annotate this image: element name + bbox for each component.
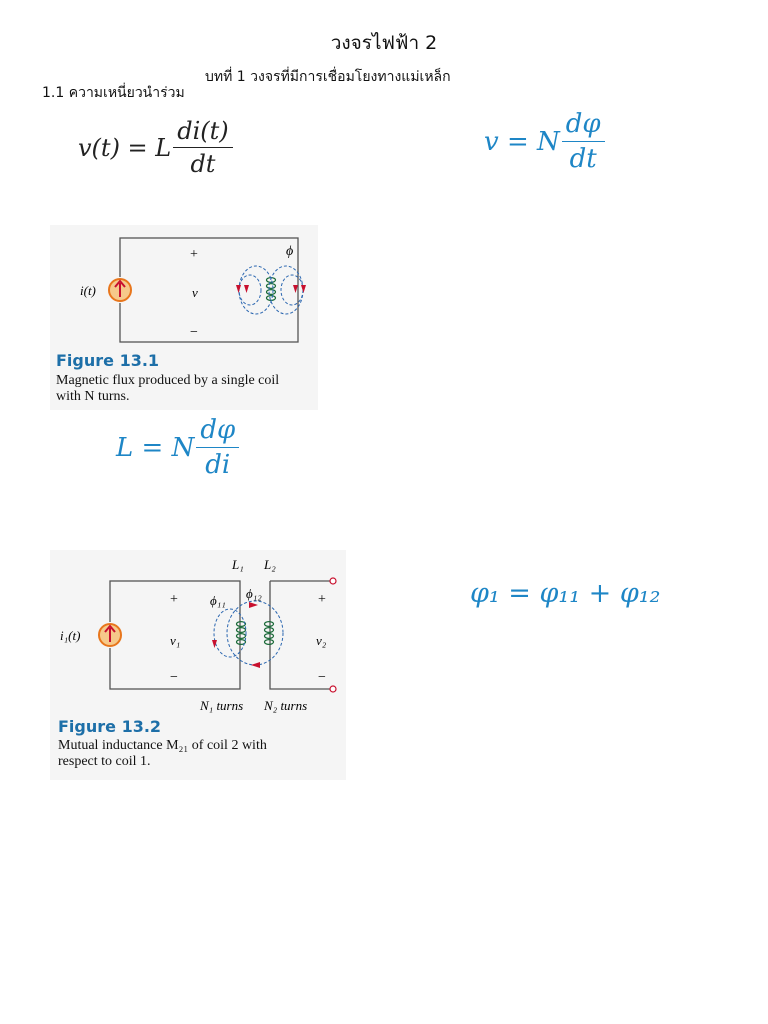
figure-13-1-caption [56,373,318,405]
L2-label: L₂ [264,557,276,572]
coil-icon [267,278,276,301]
figure-13-1-title: Figure 13.1 [56,351,160,370]
minus2-label: − [318,670,326,685]
coil-1-icon [237,622,246,645]
voltage-label: v [192,285,198,300]
flux-label: ϕ [286,244,294,259]
minus-label: − [190,325,198,340]
equation-voltage-inductance [78,118,235,178]
figure-13-2-caption-line1: Mutual inductance M₂₁ of coil 2 with [58,738,267,753]
phi12-label: ϕ₁₂ [246,586,262,601]
page-title: วงจรไฟฟ้า 2 [330,32,438,54]
figure-13-1 [50,225,318,410]
equation-flux-sum [470,578,660,609]
source-label: i₁(t) [60,628,81,643]
figure-13-2-circuit [50,550,346,718]
eq2-lhs: v = N [484,127,560,158]
figure-13-2-caption [58,738,344,770]
eq1-numerator: di(t) [173,118,232,148]
figure-13-1-caption-line2: with N turns. [56,389,130,404]
figure-13-2-title: Figure 13.2 [58,717,162,736]
phi11-label: ϕ₁₁ [210,593,226,608]
eq3-lhs: L = N [116,433,195,464]
terminal-top-icon [330,578,336,584]
coil-2-icon [265,622,274,645]
figure-13-2 [50,550,346,780]
L1-label: L₁ [232,557,244,572]
eq1-lhs: v(t) = L [78,134,172,163]
source-label: i(t) [80,283,96,298]
eq3-denominator: di [205,449,231,480]
flux-arrows-icon [212,602,260,668]
v2-label: v₂ [316,633,327,648]
eq3-fraction [196,416,239,481]
eq2-numerator: dφ [562,110,605,142]
plus-label: + [190,247,198,262]
N2-label: N₂ turns [264,698,308,713]
plus1-label: + [170,592,178,607]
eq4-text: φ₁ = φ₁₁ + φ₁₂ [470,578,661,609]
eq1-fraction [173,118,232,178]
figure-13-1-caption-line1: Magnetic flux produced by a single coil [56,373,280,388]
eq2-fraction [562,110,605,175]
figure-13-1-circuit [50,225,318,353]
equation-faraday [484,110,607,175]
equation-inductance [116,416,241,481]
N1-label: N₁ turns [200,698,244,713]
eq3-numerator: dφ [196,416,239,448]
eq2-denominator: dt [569,143,597,174]
minus1-label: − [170,670,178,685]
plus2-label: + [318,592,326,607]
eq1-denominator: dt [190,149,216,178]
flux-lines-icon [214,601,283,665]
chapter-subtitle: บทที่ 1 วงจรที่มีการเชื่อมโยงทางแม่เหล็ก [205,69,451,85]
section-heading: 1.1 ความเหนี่ยวนำร่วม [42,85,185,101]
terminal-bottom-icon [330,686,336,692]
v1-label: v₁ [170,633,181,648]
figure-13-2-caption-line2: respect to coil 1. [58,754,151,769]
